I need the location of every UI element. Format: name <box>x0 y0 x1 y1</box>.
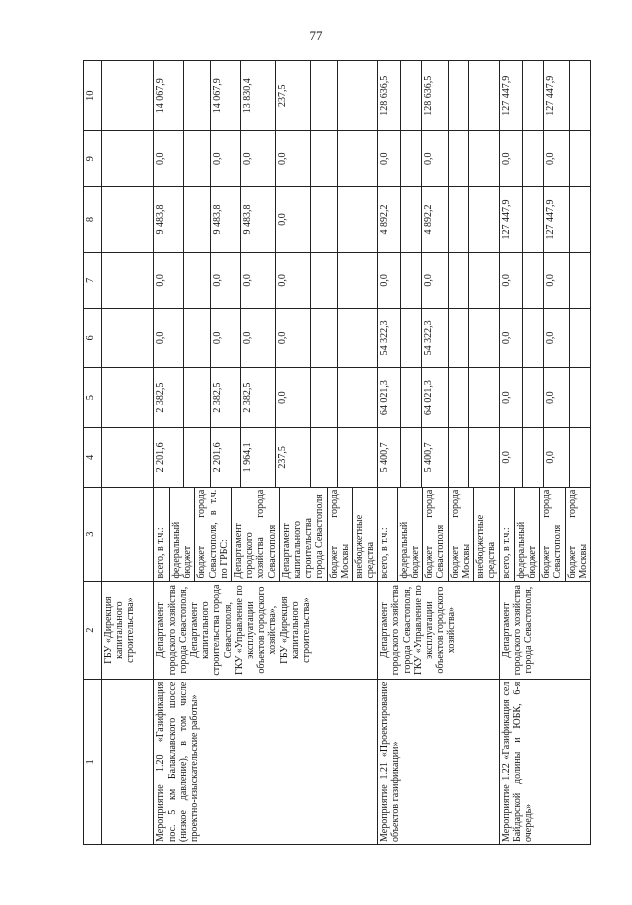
funding-source-column <box>154 487 378 581</box>
executor-item: ГБУ «Дирекция капитального строительства» <box>278 596 312 664</box>
amount-value: 0,0 <box>241 309 276 368</box>
executor-item: Департамент городского хозяйства города Севастополя, <box>501 585 535 676</box>
amount-value <box>311 253 338 307</box>
amount-value: 2 382,5 <box>154 368 184 427</box>
measure-executors <box>500 581 591 679</box>
amount-value <box>449 132 470 186</box>
amount-value: 0,0 <box>276 187 311 252</box>
amount-value <box>338 368 377 427</box>
amount-value: 127 447,9 <box>544 61 571 131</box>
amount-value <box>449 187 470 252</box>
amount-value: 2 382,5 <box>211 368 241 427</box>
continued-executor: ГБУ «Дирекция капитального строительства» <box>102 581 154 679</box>
amount-value <box>184 61 211 131</box>
amount-value <box>523 132 544 186</box>
measure-name: Мероприятие 1.22 «Газификация сел Байдарской долины и ЮБК, 6-я очередь» <box>500 679 591 844</box>
amount-value <box>449 368 470 427</box>
executor-item: Департамент городского хозяйства города Севастополя, <box>379 585 413 676</box>
amount-value <box>311 428 338 487</box>
amount-column <box>378 427 500 487</box>
amount-column <box>378 368 500 428</box>
funding-source: внебюджетные средства <box>474 514 498 579</box>
amount-column <box>500 186 591 252</box>
amount-value <box>311 132 338 186</box>
measure-row <box>154 61 378 845</box>
amount-value <box>570 309 590 368</box>
col-header: 7 <box>84 253 102 308</box>
amount-column <box>154 368 378 428</box>
amount-value: 14 067,9 <box>154 61 184 131</box>
executor-item: ГКУ «Управление по эксплуатации объектов городского хозяйства», <box>233 585 279 676</box>
amount-value: 0,0 <box>154 132 184 186</box>
amount-column <box>500 61 591 132</box>
amount-value: 0,0 <box>276 132 311 186</box>
amount-value <box>523 428 544 487</box>
amount-column <box>154 427 378 487</box>
amount-value: 9 483,8 <box>241 187 276 252</box>
amount-column <box>378 131 500 186</box>
amount-value: 1 964,1 <box>241 428 276 487</box>
amount-value: 0,0 <box>378 253 401 307</box>
amount-value: 0,0 <box>544 428 571 487</box>
amount-value <box>469 253 499 307</box>
amount-value <box>523 61 544 131</box>
amount-value: 64 021,3 <box>422 368 449 427</box>
amount-value <box>570 253 590 307</box>
col-header: 6 <box>84 308 102 368</box>
amount-value: 54 322,3 <box>378 309 401 368</box>
amount-value: 0,0 <box>544 132 571 186</box>
amount-value: 5 400,7 <box>378 428 401 487</box>
amount-value: 0,0 <box>500 253 523 307</box>
funding-source: Департамент городского хозяйства города Севастополя <box>232 488 280 581</box>
amount-value: 0,0 <box>544 309 571 368</box>
measure-row <box>378 61 500 845</box>
amount-column <box>378 308 500 368</box>
amount-value <box>338 428 377 487</box>
page-number: 77 <box>309 28 323 43</box>
amount-value <box>469 132 499 186</box>
continued-row <box>102 61 154 845</box>
amount-value: 0,0 <box>544 253 571 307</box>
amount-value <box>311 309 338 368</box>
amount-value <box>469 61 499 131</box>
col-header: 2 <box>84 581 102 679</box>
funding-source-column <box>500 487 591 581</box>
funding-source: бюджет города Москвы <box>328 488 353 581</box>
amount-value <box>184 132 211 186</box>
amount-value: 0,0 <box>211 132 241 186</box>
amount-value <box>523 187 544 252</box>
col-header: 8 <box>84 186 102 252</box>
amount-column <box>500 131 591 186</box>
funding-source: Департамент капитального строительства города Севастополя <box>280 488 328 581</box>
amount-value: 64 021,3 <box>378 368 401 427</box>
funding-source-column <box>378 487 500 581</box>
measure-executors <box>154 581 378 679</box>
amount-value <box>523 368 544 427</box>
funding-source: бюджет города Севастополя <box>423 488 448 581</box>
funding-source: федеральный бюджет <box>398 488 423 581</box>
amount-value: 9 483,8 <box>211 187 241 252</box>
rotated-table-wrapper <box>83 60 591 845</box>
amount-value: 237,5 <box>276 428 311 487</box>
amount-value: 0,0 <box>500 428 523 487</box>
amount-value <box>184 368 211 427</box>
col-header: 5 <box>84 368 102 428</box>
amount-value: 0,0 <box>154 253 184 307</box>
amount-value <box>469 368 499 427</box>
col-header: 4 <box>84 427 102 487</box>
amount-value <box>570 61 590 131</box>
amount-value: 2 382,5 <box>241 368 276 427</box>
amount-value: 5 400,7 <box>422 428 449 487</box>
amount-column <box>500 308 591 368</box>
amount-value <box>401 368 422 427</box>
amount-value: 4 892,2 <box>422 187 449 252</box>
amount-value <box>401 187 422 252</box>
amount-value <box>311 368 338 427</box>
amount-column <box>500 368 591 428</box>
amount-value: 0,0 <box>241 132 276 186</box>
amount-value <box>469 428 499 487</box>
continued-name-cell <box>102 679 154 844</box>
col-header: 3 <box>84 487 102 581</box>
amount-value <box>449 61 470 131</box>
amount-column <box>154 308 378 368</box>
funding-source: бюджет города Москвы <box>449 488 474 581</box>
amount-value <box>401 309 422 368</box>
amount-value <box>184 253 211 307</box>
amount-value: 0,0 <box>276 309 311 368</box>
amount-value <box>401 428 422 487</box>
amount-value: 4 892,2 <box>378 187 401 252</box>
header-row <box>84 61 102 845</box>
funding-source: федеральный бюджет <box>515 488 540 581</box>
amount-value <box>449 428 470 487</box>
amount-column <box>378 253 500 308</box>
amount-value: 9 483,8 <box>154 187 184 252</box>
amount-value <box>449 253 470 307</box>
funding-source: федеральный бюджет <box>170 488 195 581</box>
col-header: 10 <box>84 61 102 132</box>
amount-column <box>154 253 378 308</box>
amount-value <box>401 61 422 131</box>
executor-item: Департамент городского хозяйства города Севастополя, <box>155 585 189 676</box>
amount-column <box>500 427 591 487</box>
amount-value: 0,0 <box>544 368 571 427</box>
amount-value <box>570 428 590 487</box>
amount-value <box>338 132 377 186</box>
budget-table <box>83 60 591 845</box>
amount-value: 0,0 <box>211 309 241 368</box>
amount-value: 0,0 <box>378 132 401 186</box>
amount-value: 127 447,9 <box>500 187 523 252</box>
amount-value: 0,0 <box>500 132 523 186</box>
amount-column <box>154 61 378 132</box>
amount-value: 2 201,6 <box>154 428 184 487</box>
amount-value: 0,0 <box>241 253 276 307</box>
amount-column <box>378 61 500 132</box>
amount-value <box>570 368 590 427</box>
funding-source: бюджет города Севастополя <box>540 488 565 581</box>
amount-value: 14 067,9 <box>211 61 241 131</box>
amount-column <box>500 253 591 308</box>
amount-value <box>338 61 377 131</box>
amount-value <box>469 187 499 252</box>
amount-value <box>570 187 590 252</box>
amount-value: 2 201,6 <box>211 428 241 487</box>
amount-value: 0,0 <box>422 132 449 186</box>
amount-value: 0,0 <box>276 253 311 307</box>
funding-source: бюджет города Москвы <box>566 489 589 579</box>
amount-value: 127 447,9 <box>544 187 571 252</box>
funding-source: внебюджетные средства <box>353 514 377 579</box>
amount-column <box>154 131 378 186</box>
amount-value: 0,0 <box>154 309 184 368</box>
amount-column <box>154 186 378 252</box>
amount-value <box>311 61 338 131</box>
amount-value: 127 447,9 <box>500 61 523 131</box>
amount-column <box>378 186 500 252</box>
amount-value <box>184 309 211 368</box>
col-header: 9 <box>84 131 102 186</box>
amount-value <box>184 428 211 487</box>
measure-executors <box>378 581 500 679</box>
amount-value: 128 636,5 <box>422 61 449 131</box>
funding-source: всего, в т.ч.: <box>378 488 398 581</box>
col-header: 1 <box>84 679 102 844</box>
funding-source: всего, в т.ч.: <box>154 488 170 581</box>
amount-value: 0,0 <box>422 253 449 307</box>
amount-value <box>184 187 211 252</box>
measure-name: Мероприятие 1.20 «Газификация пос. 5 км Балаклавского шоссе (низкое давление), в том числе проектно-изыскательские работы» <box>154 679 378 844</box>
amount-value <box>401 132 422 186</box>
amount-value <box>338 187 377 252</box>
amount-value <box>449 309 470 368</box>
amount-value: 0,0 <box>500 368 523 427</box>
amount-value: 128 636,5 <box>378 61 401 131</box>
amount-value <box>311 187 338 252</box>
amount-value <box>570 132 590 186</box>
amount-value <box>523 253 544 307</box>
funding-source: всего, в т.ч.: <box>500 488 515 581</box>
amount-value: 54 322,3 <box>422 309 449 368</box>
measure-row <box>500 61 591 845</box>
measure-name: Мероприятие 1.21 «Проектирование объектов газификации» <box>378 679 500 844</box>
amount-value: 237,5 <box>276 61 311 131</box>
amount-value <box>523 309 544 368</box>
amount-value <box>401 253 422 307</box>
funding-source: бюджет города Севастополя, в т.ч. по ГРБС: <box>195 488 232 581</box>
amount-value: 0,0 <box>276 368 311 427</box>
amount-value <box>338 309 377 368</box>
amount-value: 0,0 <box>500 309 523 368</box>
amount-value <box>469 309 499 368</box>
executor-item: Департамент капитального строительства города Севастополя, <box>189 584 234 676</box>
amount-value: 13 830,4 <box>241 61 276 131</box>
executor-item: ГКУ «Управление по эксплуатации объектов городского хозяйства» <box>412 585 458 676</box>
amount-value: 0,0 <box>211 253 241 307</box>
amount-value <box>338 253 377 307</box>
